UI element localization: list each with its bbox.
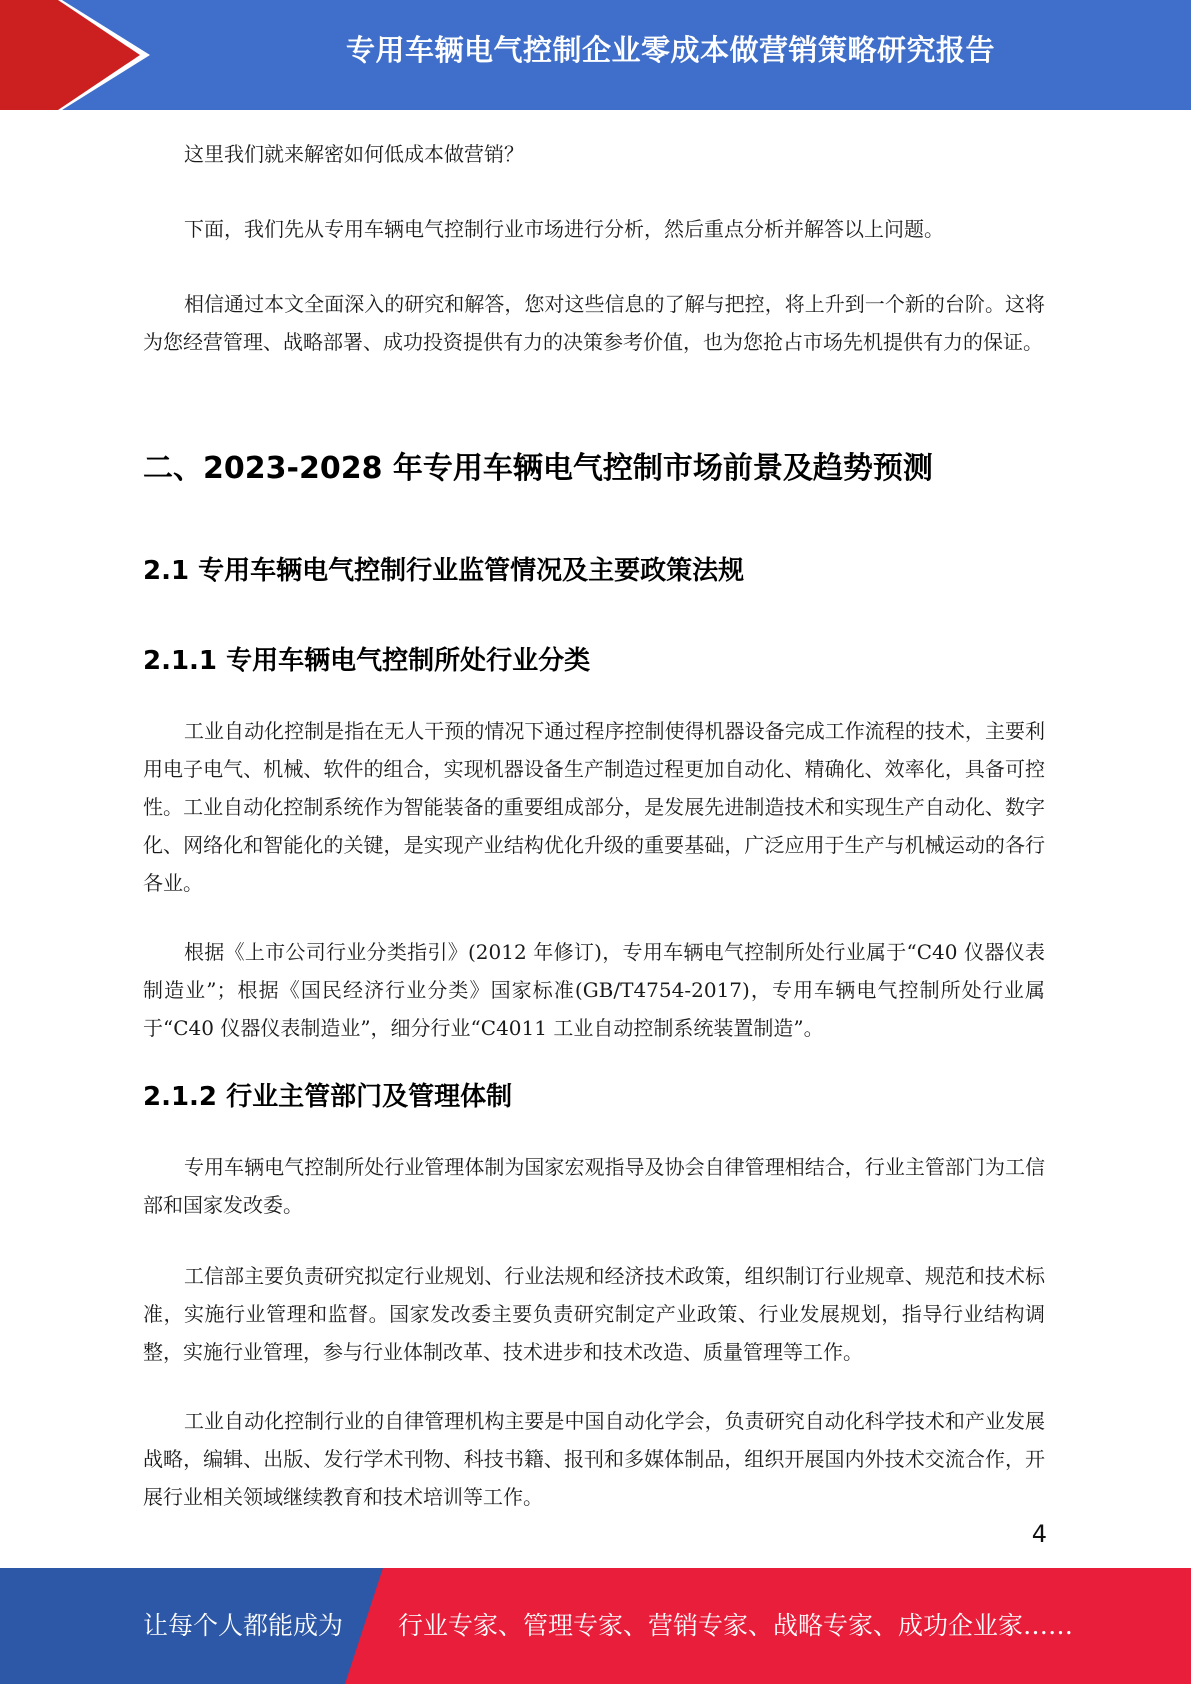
section-2-heading: 二、2023-2028 年专用车辆电气控制市场前景及趋势预测	[143, 451, 933, 486]
header-title: 专用车辆电气控制企业零成本做营销策略研究报告	[345, 33, 995, 67]
page-number: 4	[1031, 1520, 1047, 1548]
section-2-1-2-heading: 2.1.2 行业主管部门及管理体制	[143, 1082, 513, 1112]
intro-paragraph-1: 这里我们就来解密如何低成本做营销？	[184, 142, 524, 166]
section-2-1-1-paragraph-2: 根据《上市公司行业分类指引》(2012 年修订)，专用车辆电气控制所处行业属于“C40 仪器仪表制造业”；根据《国民经济行业分类》国家标准(GB/T4754-2017)，专用车辆电气控制所处行业属于“C40 仪器仪表制造业”，细分行业“C4011 工业自动控制系统装置制造”。	[143, 940, 1045, 1040]
section-2-1-2-paragraph-1: 专用车辆电气控制所处行业管理体制为国家宏观指导及协会自律管理相结合，行业主管部门为工信部和国家发改委。	[143, 1155, 1045, 1217]
page-footer	[0, 1568, 1191, 1684]
footer-slogan-right: 行业专家、管理专家、营销专家、战略专家、成功企业家……	[398, 1611, 1074, 1640]
intro-paragraph-3: 相信通过本文全面深入的研究和解答，您对这些信息的了解与把控，将上升到一个新的台阶。这将为您经营管理、战略部署、成功投资提供有力的决策参考价值，也为您抢占市场先机提供有力的保证。	[143, 292, 1045, 354]
header-arrow-decoration	[0, 0, 150, 110]
page-header	[0, 0, 1191, 110]
section-2-1-heading: 2.1 专用车辆电气控制行业监管情况及主要政策法规	[143, 556, 745, 586]
section-2-1-1-paragraph-1: 工业自动化控制是指在无人干预的情况下通过程序控制使得机器设备完成工作流程的技术，主要利用电子电气、机械、软件的组合，实现机器设备生产制造过程更加自动化、精确化、效率化，具备可控性。工业自动化控制系统作为智能装备的重要组成部分，是发展先进制造技术和实现生产自动化、数字化、网络化和智能化的关键，是实现产业结构优化升级的重要基础，广泛应用于生产与机械运动的各行各业。	[143, 719, 1045, 895]
section-2-1-1-heading: 2.1.1 专用车辆电气控制所处行业分类	[143, 646, 591, 676]
section-2-1-2-paragraph-2: 工信部主要负责研究拟定行业规划、行业法规和经济技术政策，组织制订行业规章、规范和技术标准，实施行业管理和监督。国家发改委主要负责研究制定产业政策、行业发展规划，指导行业结构调整，实施行业管理，参与行业体制改革、技术进步和技术改造、质量管理等工作。	[143, 1264, 1045, 1364]
intro-paragraph-2: 下面，我们先从专用车辆电气控制行业市场进行分析，然后重点分析并解答以上问题。	[184, 217, 944, 241]
section-2-1-2-paragraph-3: 工业自动化控制行业的自律管理机构主要是中国自动化学会，负责研究自动化科学技术和产业发展战略，编辑、出版、发行学术刊物、科技书籍、报刊和多媒体制品，组织开展国内外技术交流合作，开展行业相关领域继续教育和技术培训等工作。	[143, 1409, 1045, 1509]
footer-slogan-left: 让每个人都能成为	[143, 1611, 344, 1640]
